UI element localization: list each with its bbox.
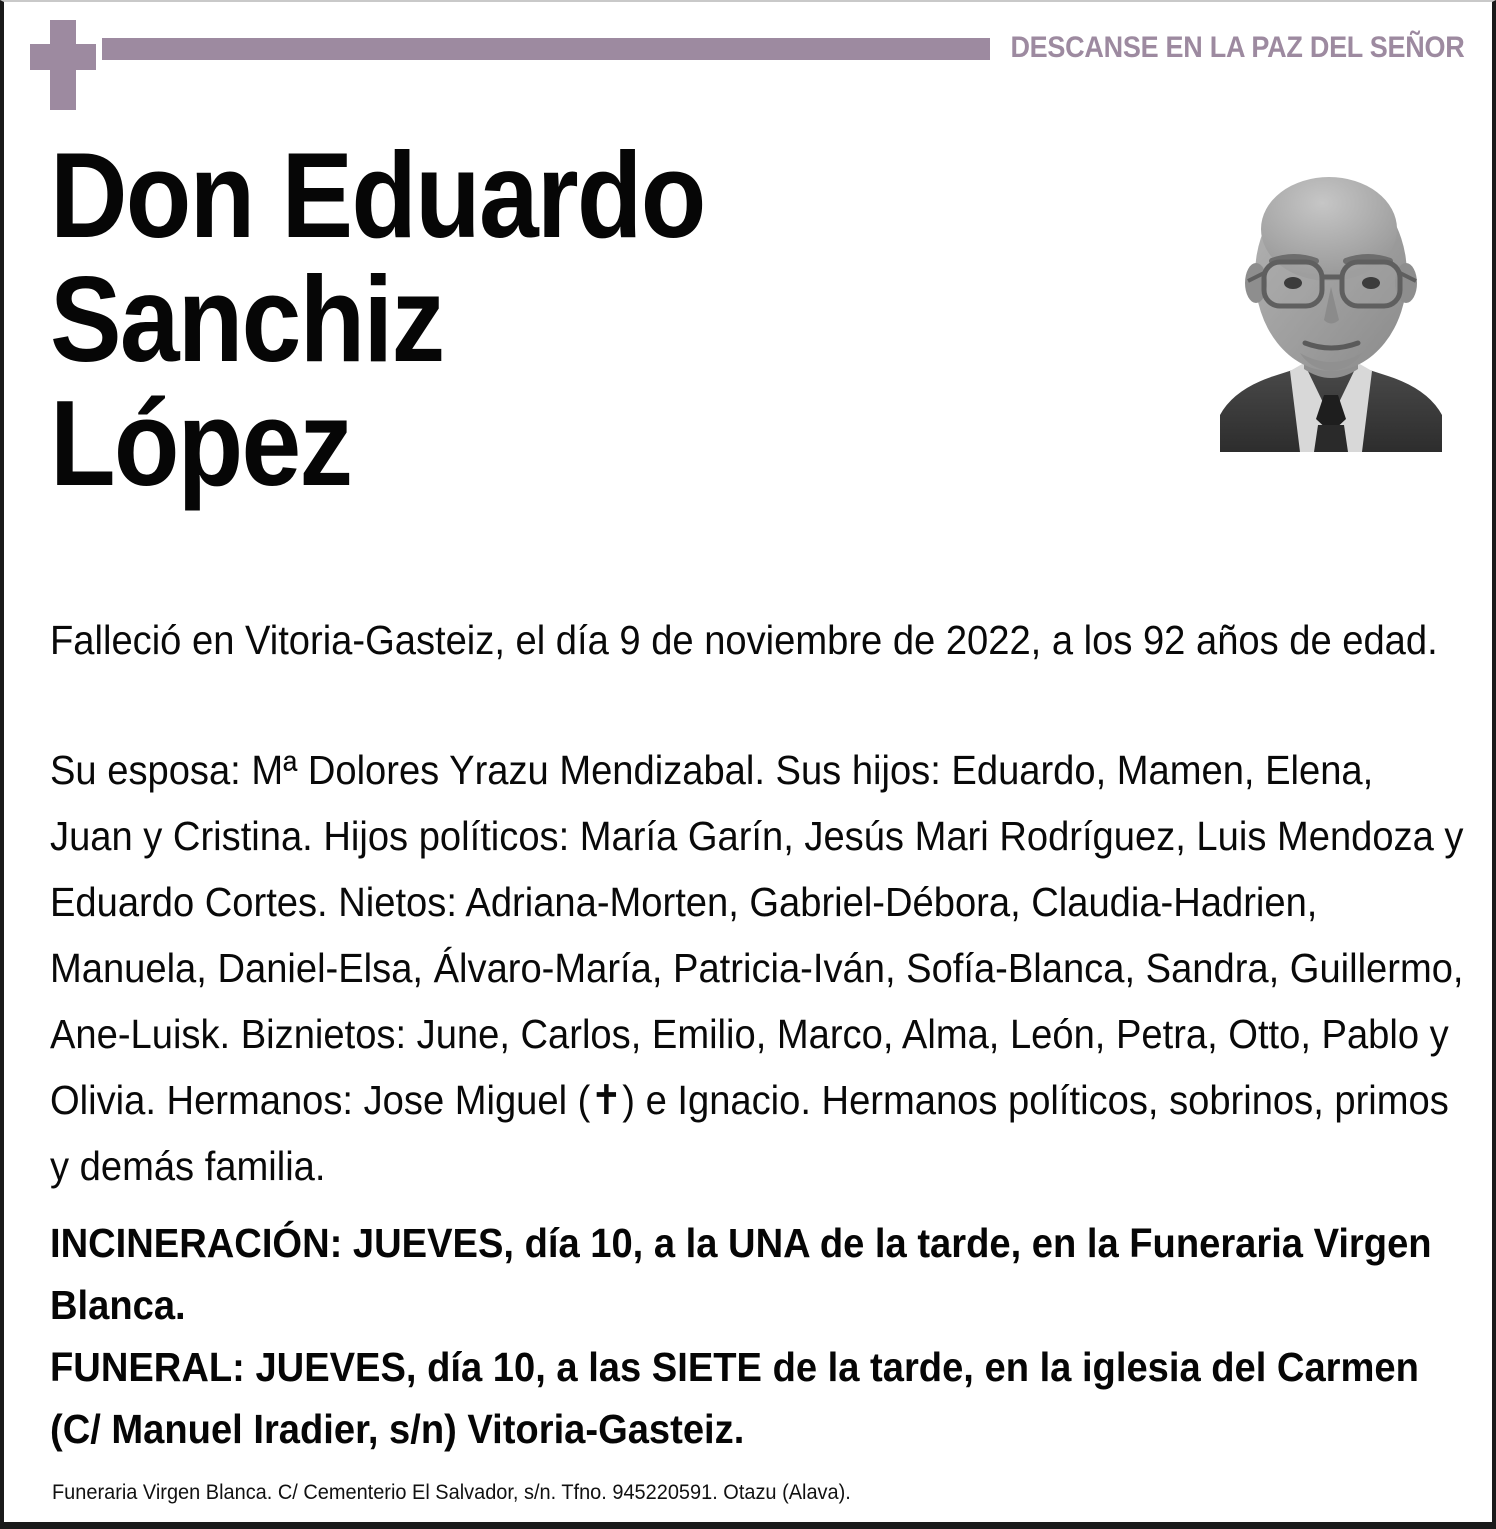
name-line-2: Sanchiz <box>50 250 444 387</box>
funeral-home-footer: Funeraria Virgen Blanca. C/ Cementerio El Salvador, s/n. Tfno. 945220591. Otazu (Alava). <box>52 1481 851 1504</box>
portrait-photo <box>1212 157 1450 452</box>
cross-horizontal-bar <box>30 44 96 70</box>
death-notice-line: Falleció en Vitoria-Gasteiz, el día 9 de noviembre de 2022, a los 92 años de edad. <box>50 617 1438 663</box>
cremation-details: INCINERACIÓN: JUEVES, día 10, a la UNA de la tarde, en la Funeraria Virgen Blanca. <box>50 1220 1432 1328</box>
cross-icon <box>30 20 86 110</box>
rites-block <box>50 1212 1464 1460</box>
name-line-1: Don Eduardo <box>50 127 705 263</box>
rest-in-peace-text: DESCANSE EN LA PAZ DEL SEÑOR <box>1009 31 1464 64</box>
notice-header <box>4 2 1492 120</box>
page-title <box>50 127 1170 511</box>
funeral-details: FUNERAL: JUEVES, día 10, a las SIETE de la tarde, en la iglesia del Carmen (C/ Manuel Iradier, s/n) Vitoria-Gasteiz. <box>50 1344 1419 1452</box>
name-line-3: López <box>50 374 352 511</box>
header-rule-bar <box>102 38 990 60</box>
family-paragraph: Su esposa: Mª Dolores Yrazu Mendizabal. Sus hijos: Eduardo, Mamen, Elena, Juan y Cristina. Hijos políticos: María Garín, Jesús Mari Rodríguez, Luis Mendoza y Eduardo Cortes. Nietos: Adriana-Morten, Gabriel-Débora, Claudia-Hadrien, Manuela, Daniel-Elsa, Álvaro-María, Patricia-Iván, Sofía-Blanca, Sandra, Guillermo, Ane-Luisk. Biznietos: June, Carlos, Emilio, Marco, Alma, León, Petra, Otto, Pablo y Olivia. Hermanos: Jose Miguel (✝) e Ignacio. Hermanos políticos, sobrinos, primos y demás familia. <box>50 747 1464 1189</box>
